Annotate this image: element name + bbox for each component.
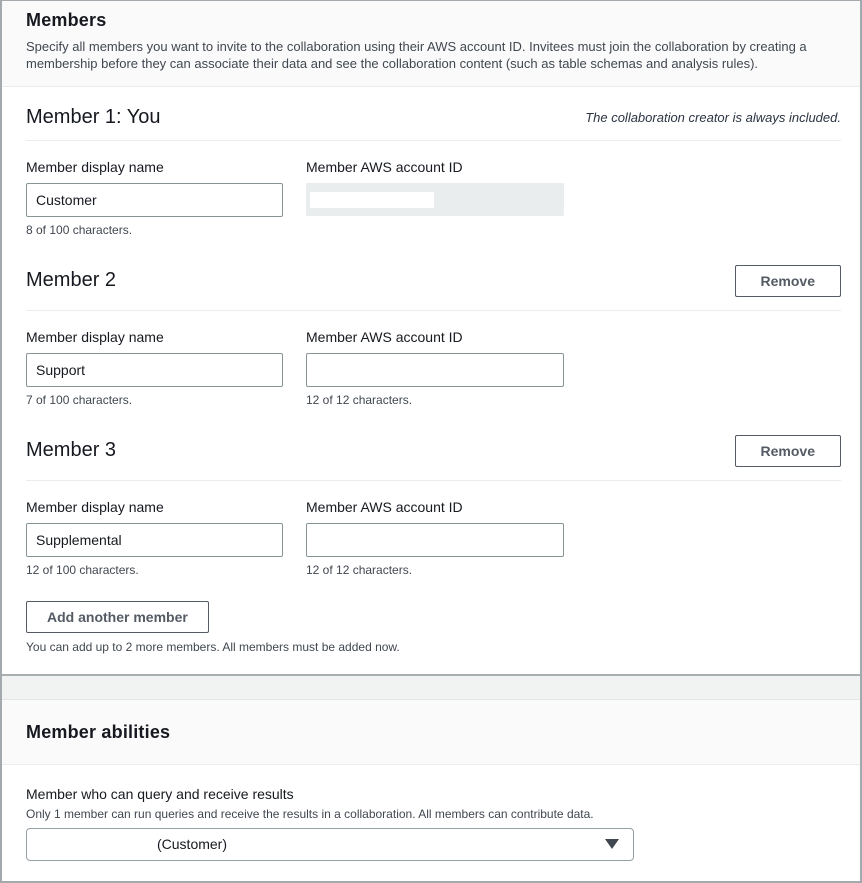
member-3-heading-row	[26, 435, 841, 467]
add-member-hint: You can add up to 2 more members. All members must be added now.	[26, 639, 400, 654]
query-member-select[interactable]	[26, 828, 634, 861]
member-2-remove-button[interactable]: Remove	[735, 265, 841, 297]
member-2-heading-row	[26, 265, 841, 297]
member-3-display-name-input[interactable]	[26, 523, 283, 557]
divider	[26, 140, 841, 141]
divider	[26, 480, 841, 481]
member-3-heading: Member 3	[26, 439, 117, 462]
member-3-remove-button[interactable]: Remove	[735, 435, 841, 467]
add-member-row	[26, 601, 841, 654]
member-2-section	[26, 265, 841, 407]
display-name-label: Member display name	[26, 328, 164, 345]
query-member-label: Member who can query and receive results	[26, 785, 294, 802]
display-name-constraint: 12 of 100 characters.	[26, 562, 139, 577]
member-1-account-id-readonly	[306, 183, 564, 216]
member-2-heading: Member 2	[26, 269, 117, 292]
member-1-display-name-input[interactable]	[26, 183, 283, 217]
member-1-heading: Member 1: You	[26, 106, 161, 129]
display-name-constraint: 7 of 100 characters.	[26, 392, 133, 407]
member-1-section	[26, 105, 841, 237]
creator-included-note: The collaboration creator is always included.	[585, 110, 841, 126]
member-abilities-card	[2, 700, 860, 873]
abilities-card-body	[2, 765, 860, 873]
member-1-display-name-field	[26, 159, 283, 237]
display-name-label: Member display name	[26, 498, 164, 515]
caret-down-icon	[605, 839, 619, 849]
member-1-heading-row	[26, 105, 841, 131]
member-1-fields	[26, 159, 841, 237]
divider	[26, 310, 841, 311]
section-gap	[2, 676, 860, 700]
redacted-account-id	[310, 192, 434, 208]
account-id-label: Member AWS account ID	[306, 328, 463, 345]
member-3-fields	[26, 499, 841, 577]
member-2-fields	[26, 329, 841, 407]
account-id-constraint: 12 of 12 characters.	[306, 392, 413, 407]
member-3-account-id-input[interactable]	[306, 523, 564, 557]
account-id-label: Member AWS account ID	[306, 158, 463, 175]
member-2-account-id-input[interactable]	[306, 353, 564, 387]
member-3-account-id-field	[306, 499, 564, 577]
members-card-header	[2, 1, 860, 87]
member-3-section	[26, 435, 841, 577]
add-another-member-button[interactable]: Add another member	[26, 601, 209, 633]
members-card-body	[2, 105, 860, 674]
member-2-account-id-field	[306, 329, 564, 407]
member-1-account-id-field	[306, 159, 564, 237]
members-card	[2, 1, 860, 676]
abilities-title: Member abilities	[26, 721, 171, 742]
abilities-card-header	[2, 700, 860, 765]
member-2-display-name-input[interactable]	[26, 353, 283, 387]
display-name-label: Member display name	[26, 158, 164, 175]
members-title: Members	[26, 10, 107, 30]
account-id-label: Member AWS account ID	[306, 498, 463, 515]
members-description: Specify all members you want to invite to the collaboration using their AWS account ID. Invitees must join the collaboration by creating a membership before they can associate their data and see the collaboration content (such as table schemas and analysis rules).	[26, 39, 807, 72]
query-member-selected-value: (Customer)	[157, 836, 228, 853]
display-name-constraint: 8 of 100 characters.	[26, 222, 133, 237]
member-3-display-name-field	[26, 499, 283, 577]
member-2-display-name-field	[26, 329, 283, 407]
account-id-constraint: 12 of 12 characters.	[306, 562, 413, 577]
query-member-description: Only 1 member can run queries and receive the results in a collaboration. All members can contribute data.	[26, 806, 594, 821]
